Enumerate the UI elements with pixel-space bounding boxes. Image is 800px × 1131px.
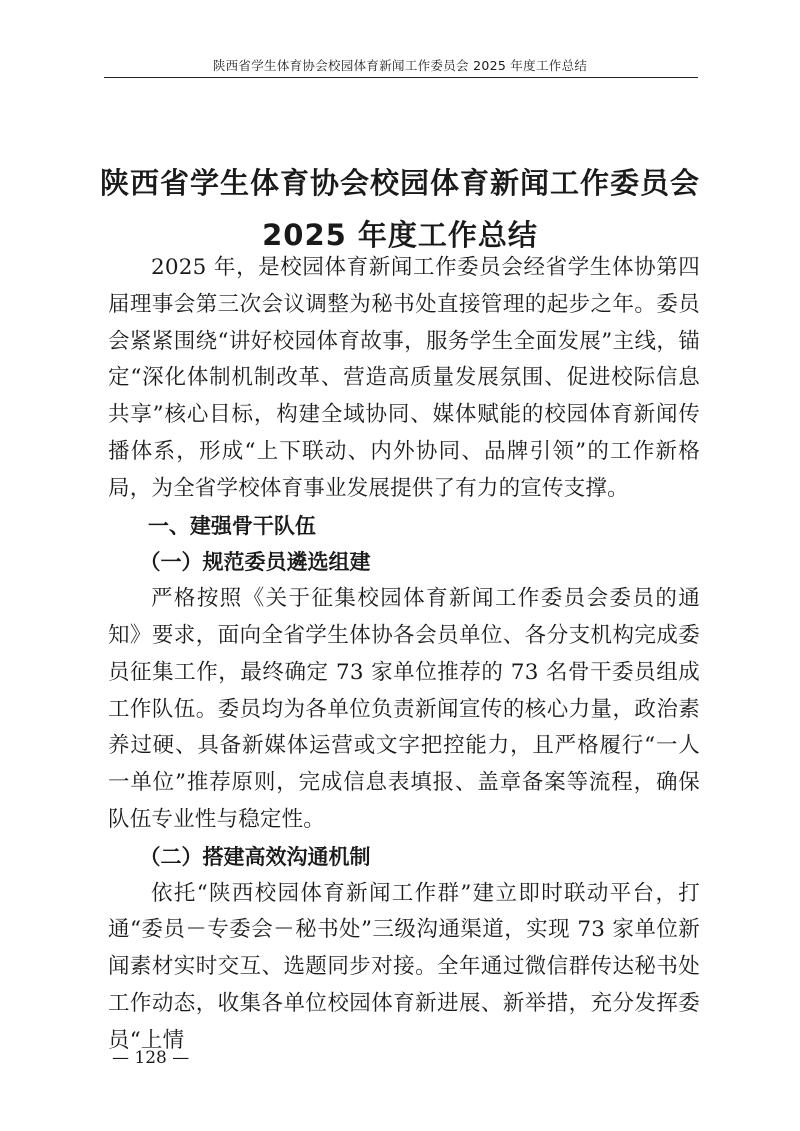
intro-paragraph: 2025 年，是校园体育新闻工作委员会经省学生体协第四届理事会第三次会议调整为秘书处直接管理的起步之年。委员会紧紧围绕“讲好校园体育故事，服务学生全面发展”主线，锚定“深化体制机制改革、营造高质量发展氛围、促进校际信息共享”核心目标，构建全域协同、媒体赋能的校园体育新闻传播体系，形成“上下联动、内外协同、品牌引领”的工作新格局，为全省学校体育事业发展提供了有力的宣传支撑。 bbox=[108, 255, 700, 501]
page-number: — 128 — bbox=[112, 1048, 190, 1068]
document-title-line-2: 2025 年度工作总结 bbox=[262, 218, 538, 253]
subsection-2-paragraph: 依托“陕西校园体育新闻工作群”建立即时联动平台，打通“委员－专委会－秘书处”三级沟通渠道，实现 73 家单位新闻素材实时交互、选题同步对接。全年通过微信群传达秘书处工作动态，收集各单位校园体育新进展、新举措，充分发挥委员“上情 bbox=[108, 880, 700, 1053]
subsection-heading-2: （二）搭建高效沟通机制 bbox=[139, 844, 371, 869]
section-heading-1: 一、建强骨干队伍 bbox=[147, 513, 316, 538]
document-title-line-1: 陕西省学生体育协会校园体育新闻工作委员会 bbox=[99, 166, 700, 201]
document-body bbox=[108, 250, 700, 1060]
subsection-1-paragraph: 严格按照《关于征集校园体育新闻工作委员会委员的通知》要求，面向全省学生体协各会员单位、各分支机构完成委员征集工作，最终确定 73 家单位推荐的 73 名骨干委员组成工作队伍。委员均为各单位负责新闻宣传的核心力量，政治素养过硬、具备新媒体运营或文字把控能力，且严格履行“一人一单位”推荐原则，完成信息表填报、盖章备案等流程，确保队伍专业性与稳定性。 bbox=[108, 586, 700, 832]
running-header: 陕西省学生体育协会校园体育新闻工作委员会 2025 年度工作总结 bbox=[212, 58, 588, 73]
subsection-heading-1: （一）规范委员遴选组建 bbox=[139, 550, 371, 575]
header-rule bbox=[104, 77, 698, 78]
